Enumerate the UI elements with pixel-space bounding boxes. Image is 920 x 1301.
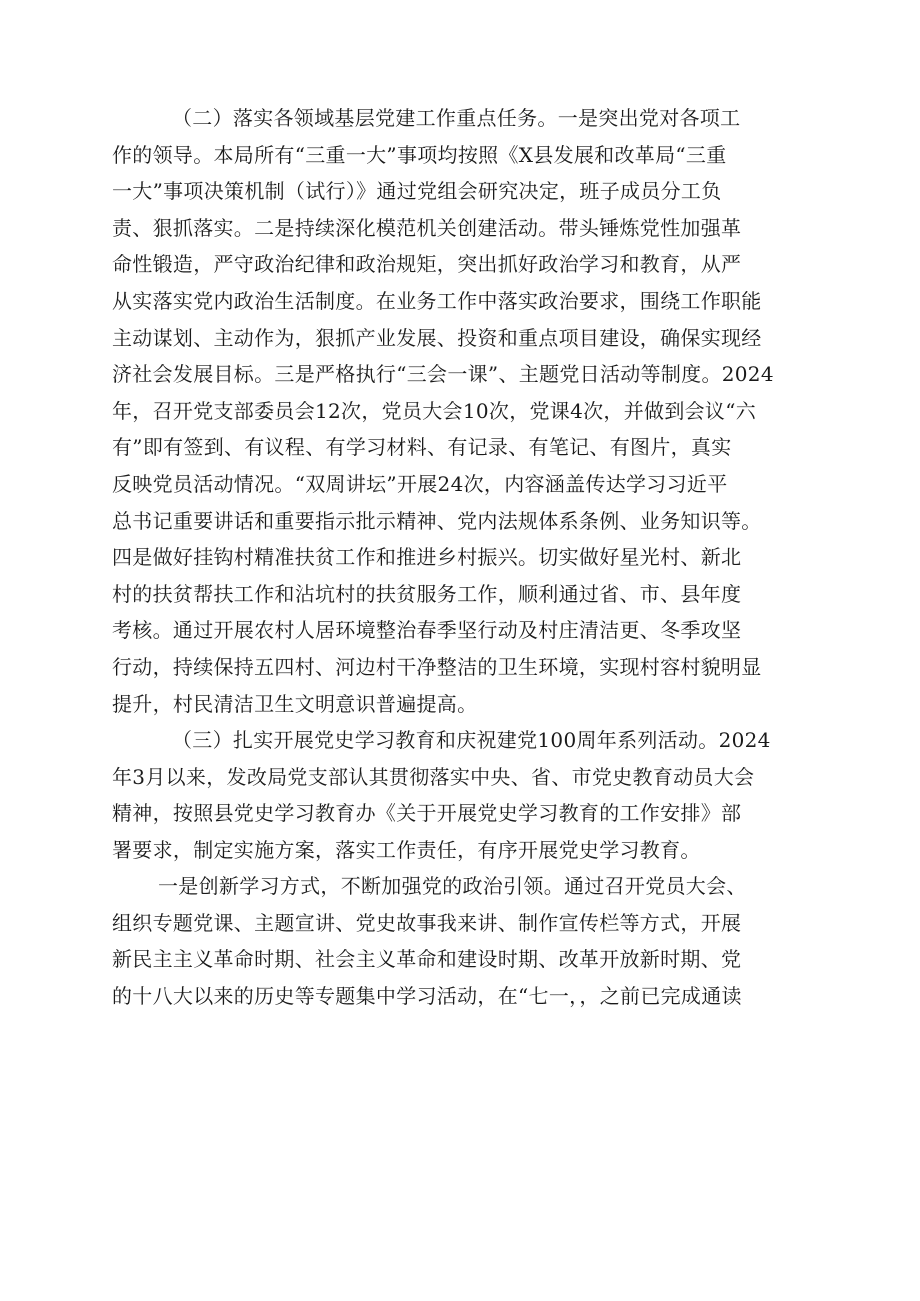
text-line: 作的领导。本局所有“三重一大”事项均按照《X县发展和改革局“三重 xyxy=(112,142,727,167)
text-line: 济社会发展目标。三是严格执行“三会一课”、主题党日活动等制度。2024 xyxy=(112,362,774,387)
text-line: 有”即有签到、有议程、有学习材料、有记录、有笔记、有图片，真实 xyxy=(112,435,732,460)
paragraph-1 xyxy=(112,100,812,722)
text-line: （二）落实各领域基层党建工作重点任务。一是突出党对各项工 xyxy=(172,106,741,130)
text-line: 考核。通过开展农村人居环境整治春季坚行动及村庄清洁更、冬季攻坚 xyxy=(112,618,742,643)
text-line: 村的扶贫帮扶工作和沾坑村的扶贫服务工作，顺利通过省、市、县年度 xyxy=(112,581,742,606)
text-line: 精神，按照县党史学习教育办《关于开展党史学习教育的工作安排》部 xyxy=(112,801,742,826)
text-line: 一是创新学习方式，不断加强党的政治引领。通过召开党员大会、 xyxy=(158,874,747,898)
text-line: 署要求，制定实施方案，落实工作责任，有序开展党史学习教育。 xyxy=(112,837,701,862)
text-line: 总书记重要讲话和重要指示批示精神、党内法规体系条例、业务知识等。 xyxy=(112,508,762,533)
text-line: 新民主主义革命时期、社会主义革命和建设时期、改革开放新时期、党 xyxy=(112,947,742,972)
text-line: 提升，村民清洁卫生文明意识普遍提高。 xyxy=(112,691,478,716)
text-line: 主动谋划、主动作为，狠抓产业发展、投资和重点项目建设，确保实现经 xyxy=(112,325,762,350)
text-line: （三）扎实开展党史学习教育和庆祝建党100周年系列活动。2024 xyxy=(172,728,771,752)
text-line: 反映党员活动情况。“双周讲坛”开展24次，内容涵盖传达学习习近平 xyxy=(112,471,728,496)
paragraph-2 xyxy=(112,722,812,868)
text-line: 责、狠抓落实。二是持续深化模范机关创建活动。带头锤炼党性加强革 xyxy=(112,215,742,240)
text-line: 年，召开党支部委员会12次，党员大会10次，党课4次，并做到会议“六 xyxy=(112,398,757,423)
text-line: 的十八大以来的历史等专题集中学习活动，在“七一，，之前已完成通读 xyxy=(112,983,742,1008)
text-line: 行动，持续保持五四村、河边村干净整洁的卫生环境，实现村容村貌明显 xyxy=(112,654,762,679)
text-line: 四是做好挂钩村精准扶贫工作和推进乡村振兴。切实做好星光村、新北 xyxy=(112,545,742,570)
text-line: 命性锻造，严守政治纪律和政治规矩，突出抓好政治学习和教育，从严 xyxy=(112,252,742,277)
text-line: 从实落实党内政治生活制度。在业务工作中落实政治要求，围绕工作职能 xyxy=(112,288,762,313)
text-line: 一大”事项决策机制（试行）》通过党组会研究决定，班子成员分工负 xyxy=(112,179,722,204)
paragraph-3 xyxy=(112,868,812,1014)
text-line: 年3月以来，发改局党支部认其贯彻落实中央、省、市党史教育动员大会 xyxy=(112,764,755,789)
text-line: 组织专题党课、主题宣讲、党史故事我来讲、制作宣传栏等方式，开展 xyxy=(112,910,742,935)
